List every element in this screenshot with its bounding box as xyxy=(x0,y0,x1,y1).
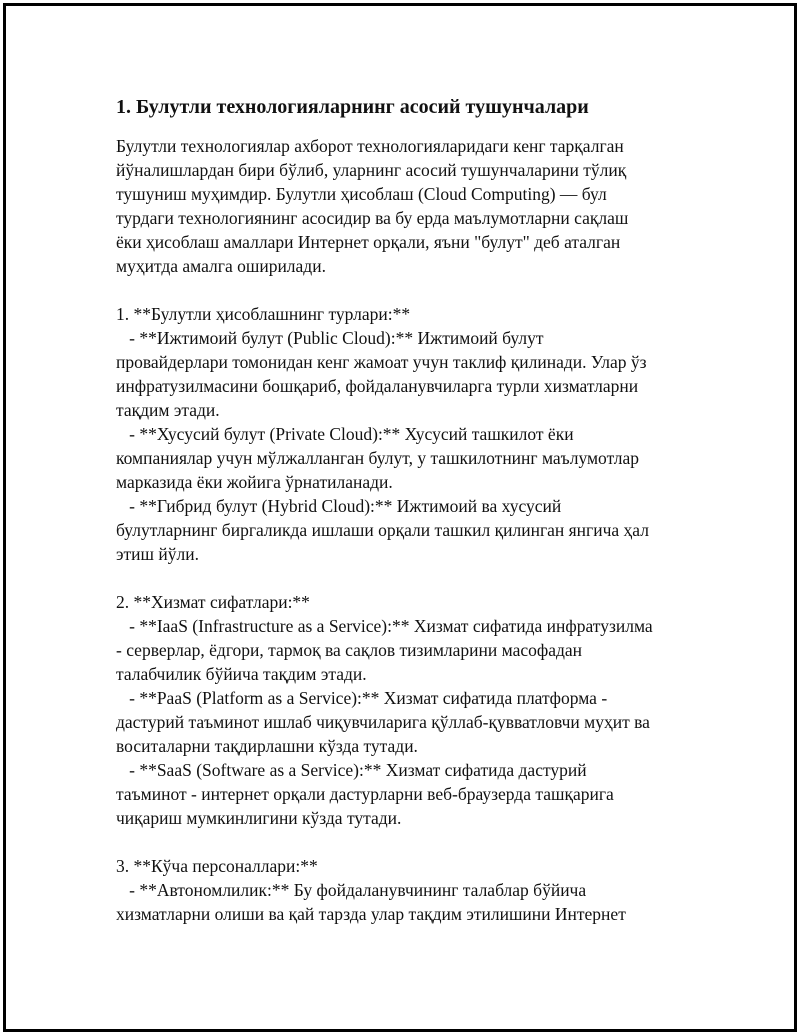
text-line: - **Автономлилик:** Бу фойдаланувчининг талаблар бўйича xyxy=(116,880,587,900)
text-line: дастурий таъминот ишлаб чиқувчиларига қўллаб-қувватловчи муҳит ва xyxy=(116,712,650,732)
text-line: 1. **Булутли ҳисоблашнинг турлари:** xyxy=(116,304,411,324)
text-line: муҳитда амалга оширилади. xyxy=(116,256,326,276)
text-line: - **Гибрид булут (Hybrid Cloud):** Ижтимоий ва хусусий xyxy=(116,496,562,516)
text-line: инфратузилмасини бошқариб, фойдаланувчиларга турли хизматларни xyxy=(116,376,639,396)
section-heading: 1. Булутли технологияларнинг асосий тушунчалари xyxy=(116,96,589,118)
text-line: Булутли технологиялар ахборот технологияларидаги кенг тарқалган xyxy=(116,136,624,156)
text-line: - **Ижтимоий булут (Public Cloud):** Ижтимоий булут xyxy=(116,328,544,348)
blank-line xyxy=(116,830,696,854)
text-line: талабчилик бўйича тақдим этади. xyxy=(116,664,367,684)
text-line: турдаги технологиянинг асосидир ва бу ерда маълумотларни сақлаш xyxy=(116,208,629,228)
text-line: воситаларни тақдирлашни кўзда тутади. xyxy=(116,736,418,756)
text-line: - серверлар, ёдгори, тармоқ ва сақлов тизимларини масофадан xyxy=(116,640,583,660)
text-line: йўналишлардан бири бўлиб, уларнинг асосий тушунчаларини тўлиқ xyxy=(116,160,627,180)
text-line: хизматларни олиши ва қай тарзда улар тақдим этилишини Интернет xyxy=(116,904,626,924)
document-body xyxy=(116,94,696,926)
text-line: - **SaaS (Software as a Service):** Хизмат сифатида дастурий xyxy=(116,760,587,780)
text-line: марказида ёки жойига ўрнатиланади. xyxy=(116,472,393,492)
text-line: компаниялар учун мўлжалланган булут, у ташкилотнинг маълумотлар xyxy=(116,448,640,468)
text-line: ёки ҳисоблаш амаллари Интернет орқали, яъни "булут" деб аталган xyxy=(116,232,621,252)
text-line: - **PaaS (Platform as a Service):** Хизмат сифатида платформа - xyxy=(116,688,608,708)
paragraph-text xyxy=(116,134,696,926)
blank-line xyxy=(116,566,696,590)
text-line: тақдим этади. xyxy=(116,400,220,420)
text-line: - **IaaS (Infrastructure as a Service):** Хизмат сифатида инфратузилма xyxy=(116,616,653,636)
text-line: чиқариш мумкинлигини кўзда тутади. xyxy=(116,808,402,828)
text-line: 3. **Кўча персоналлари:** xyxy=(116,856,318,876)
text-line: тушуниш муҳимдир. Булутли ҳисоблаш (Cloud Computing) — бул xyxy=(116,184,607,204)
text-line: этиш йўли. xyxy=(116,544,199,564)
text-line: булутларнинг биргаликда ишлаши орқали ташкил қилинган янгича ҳал xyxy=(116,520,649,540)
text-line: 2. **Хизмат сифатлари:** xyxy=(116,592,310,612)
text-line: таъминот - интернет орқали дастурларни веб-браузерда ташқарига xyxy=(116,784,614,804)
text-line: провайдерлари томонидан кенг жамоат учун таклиф қилинади. Улар ўз xyxy=(116,352,647,372)
blank-line xyxy=(116,278,696,302)
text-line: - **Хусусий булут (Private Cloud):** Хусусий ташкилот ёки xyxy=(116,424,574,444)
